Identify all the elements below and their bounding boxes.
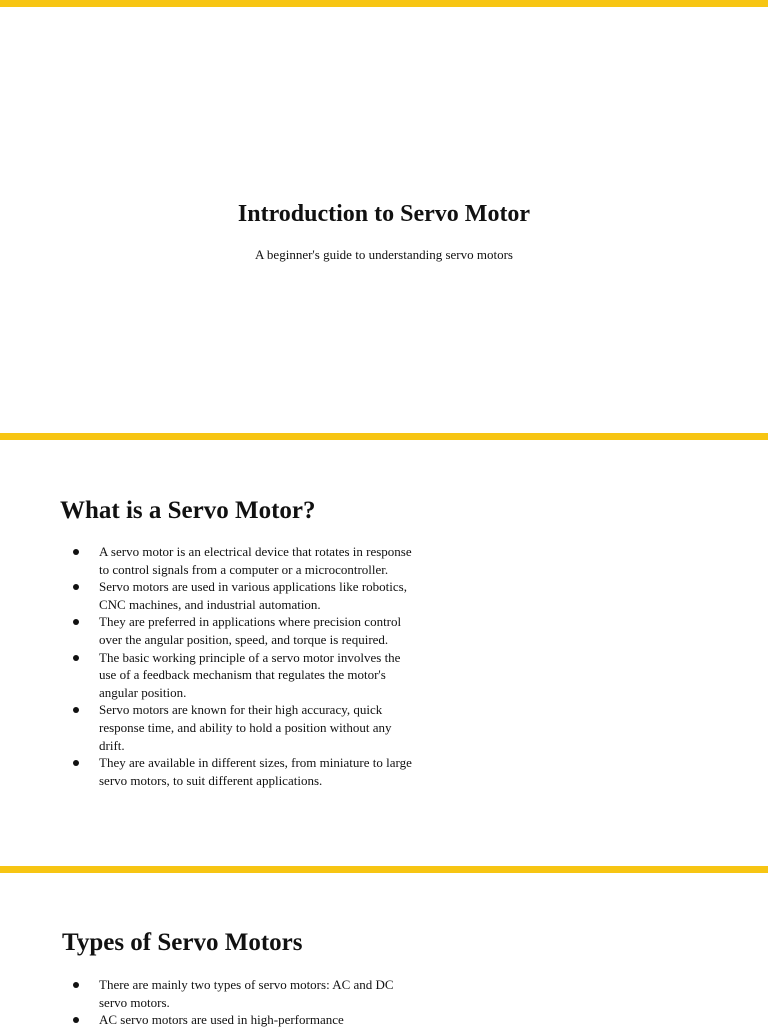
slide-what-is-servo [0, 440, 768, 866]
slide-heading: Types of Servo Motors [62, 929, 303, 956]
bullet-dot-icon [73, 655, 79, 661]
bullet-text: They are available in different sizes, from miniature to large servo motors, to suit different applications. [99, 755, 412, 788]
bullet-dot-icon [73, 760, 79, 766]
bullet-dot-icon [73, 982, 79, 988]
bullet-text: Servo motors are used in various applications like robotics, CNC machines, and industrial automation. [99, 579, 407, 612]
bullet-text: The basic working principle of a servo motor involves the use of a feedback mechanism that regulates the motor's angular position. [99, 649, 401, 700]
bullet-text: A servo motor is an electrical device that rotates in response to control signals from a computer or a microcontroller. [99, 544, 412, 577]
bullet-item [99, 754, 419, 789]
slide-title-heading: Introduction to Servo Motor [237, 201, 531, 227]
slide-heading: What is a Servo Motor? [60, 497, 316, 524]
divider-bar [0, 433, 768, 440]
bullet-dot-icon [73, 707, 79, 713]
bullet-item [99, 543, 419, 578]
bullet-item [99, 649, 419, 702]
bullet-text: They are preferred in applications where precision control over the angular position, speed, and torque is required. [99, 614, 402, 647]
bullet-item [99, 1011, 419, 1029]
bullet-dot-icon [73, 549, 79, 555]
slide-title [0, 7, 768, 433]
bullet-dot-icon [73, 619, 79, 625]
bullet-text: Servo motors are known for their high accuracy, quick response time, and ability to hold a position without any drift. [99, 702, 392, 753]
bullet-item [99, 578, 419, 613]
slide-types-of-servo [0, 873, 768, 1028]
bullet-item [99, 613, 419, 648]
bullet-text: AC servo motors are used in high-performance [99, 1012, 344, 1028]
bullet-list [99, 543, 419, 789]
bullet-item [99, 976, 419, 1011]
slide-subtitle: A beginner's guide to understanding servo motors [255, 247, 513, 262]
bullet-dot-icon [73, 584, 79, 590]
bullet-list [99, 976, 419, 1029]
divider-bar [0, 0, 768, 7]
bullet-dot-icon [73, 1017, 79, 1023]
divider-bar [0, 866, 768, 873]
bullet-item [99, 701, 419, 754]
bullet-text: There are mainly two types of servo motors: AC and DC servo motors. [99, 977, 394, 1010]
